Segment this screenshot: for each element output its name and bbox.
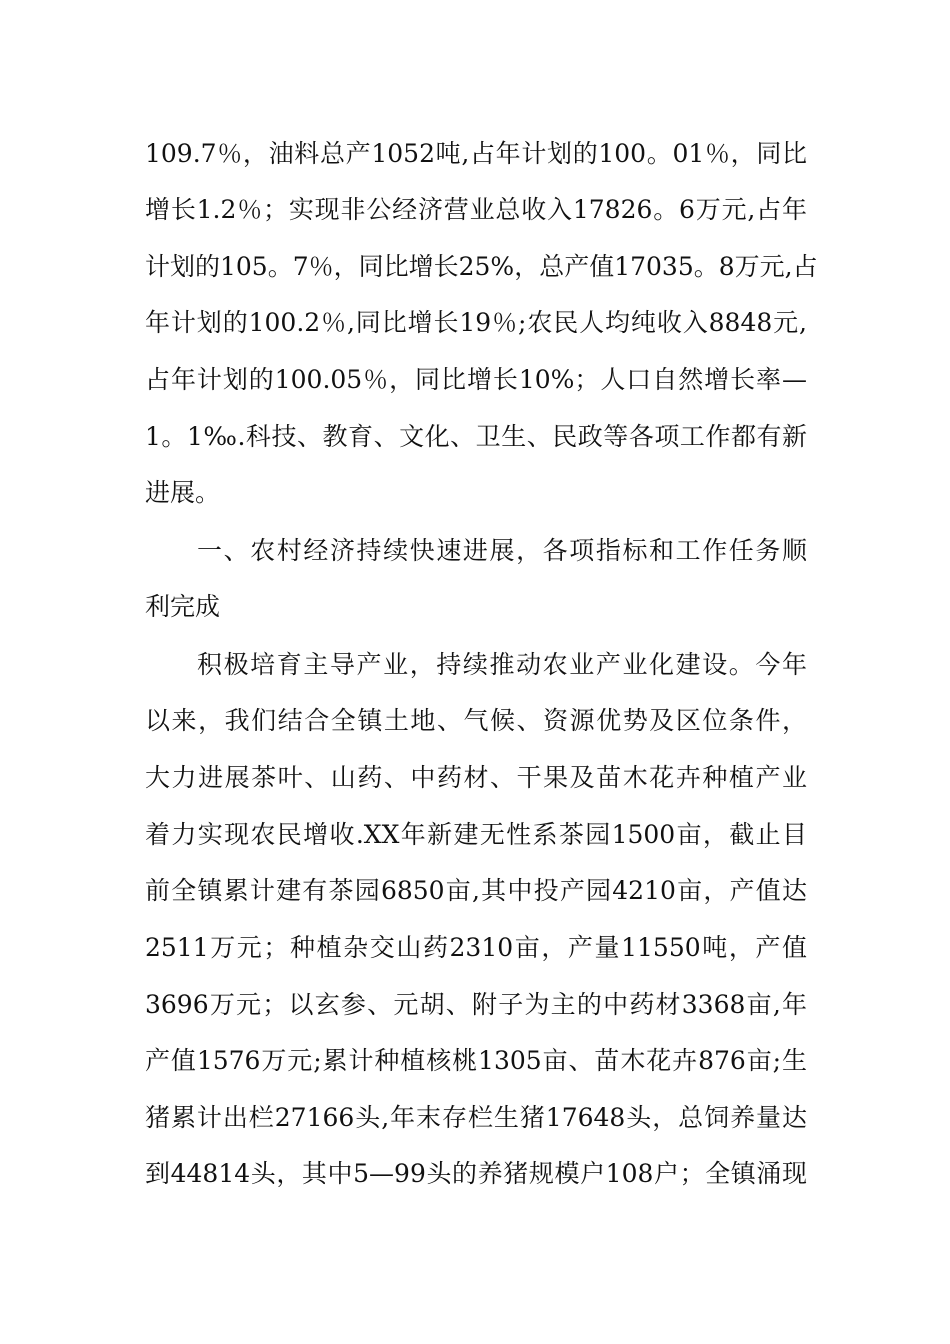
- paragraph-line: 以来，我们结合全镇土地、气候、资源优势及区位条件，: [145, 706, 807, 735]
- paragraph-line: 进展。: [145, 478, 221, 507]
- paragraph-line: 着力实现农民增收.XX年新建无性系茶园1500亩，截止目: [145, 820, 807, 849]
- paragraph-line: 积极培育主导产业，持续推动农业产业化建设。今年: [197, 650, 807, 679]
- section-heading-line: 利完成: [145, 592, 221, 621]
- paragraph-line: 计划的105。7％，同比增长25%，总产值17035。8万元,占: [145, 252, 818, 281]
- paragraph-line: 3696万元；以玄参、元胡、附子为主的中药材3368亩,年: [145, 990, 807, 1019]
- paragraph-line: 占年计划的100.05％，同比增长10%；人口自然增长率—: [145, 365, 807, 394]
- paragraph-line: 109.7％，油料总产1052吨,占年计划的100。01％，同比: [145, 139, 807, 168]
- paragraph-line: 增长1.2％；实现非公经济营业总收入17826。6万元,占年: [145, 195, 807, 224]
- paragraph-line: 年计划的100.2％,同比增长19％;农民人均纯收入8848元,: [145, 308, 807, 337]
- paragraph-line: 1。1‰.科技、教育、文化、卫生、民政等各项工作都有新: [145, 422, 807, 451]
- paragraph-line: 产值1576万元;累计种植核桃1305亩、苗木花卉876亩;生: [145, 1046, 807, 1075]
- paragraph-line: 2511万元；种植杂交山药2310亩，产量11550吨，产值: [145, 933, 807, 962]
- section-heading-line: 一、农村经济持续快速进展，各项指标和工作任务顺: [197, 536, 807, 565]
- paragraph-line: 大力进展茶叶、山药、中药材、干果及苗木花卉种植产业: [145, 763, 807, 792]
- paragraph-line: 猪累计出栏27166头,年末存栏生猪17648头，总饲养量达: [145, 1103, 807, 1132]
- paragraph-line: 前全镇累计建有茶园6850亩,其中投产园4210亩，产值达: [145, 876, 807, 905]
- paragraph-line: 到44814头，其中5—99头的养猪规模户108户；全镇涌现: [145, 1159, 807, 1188]
